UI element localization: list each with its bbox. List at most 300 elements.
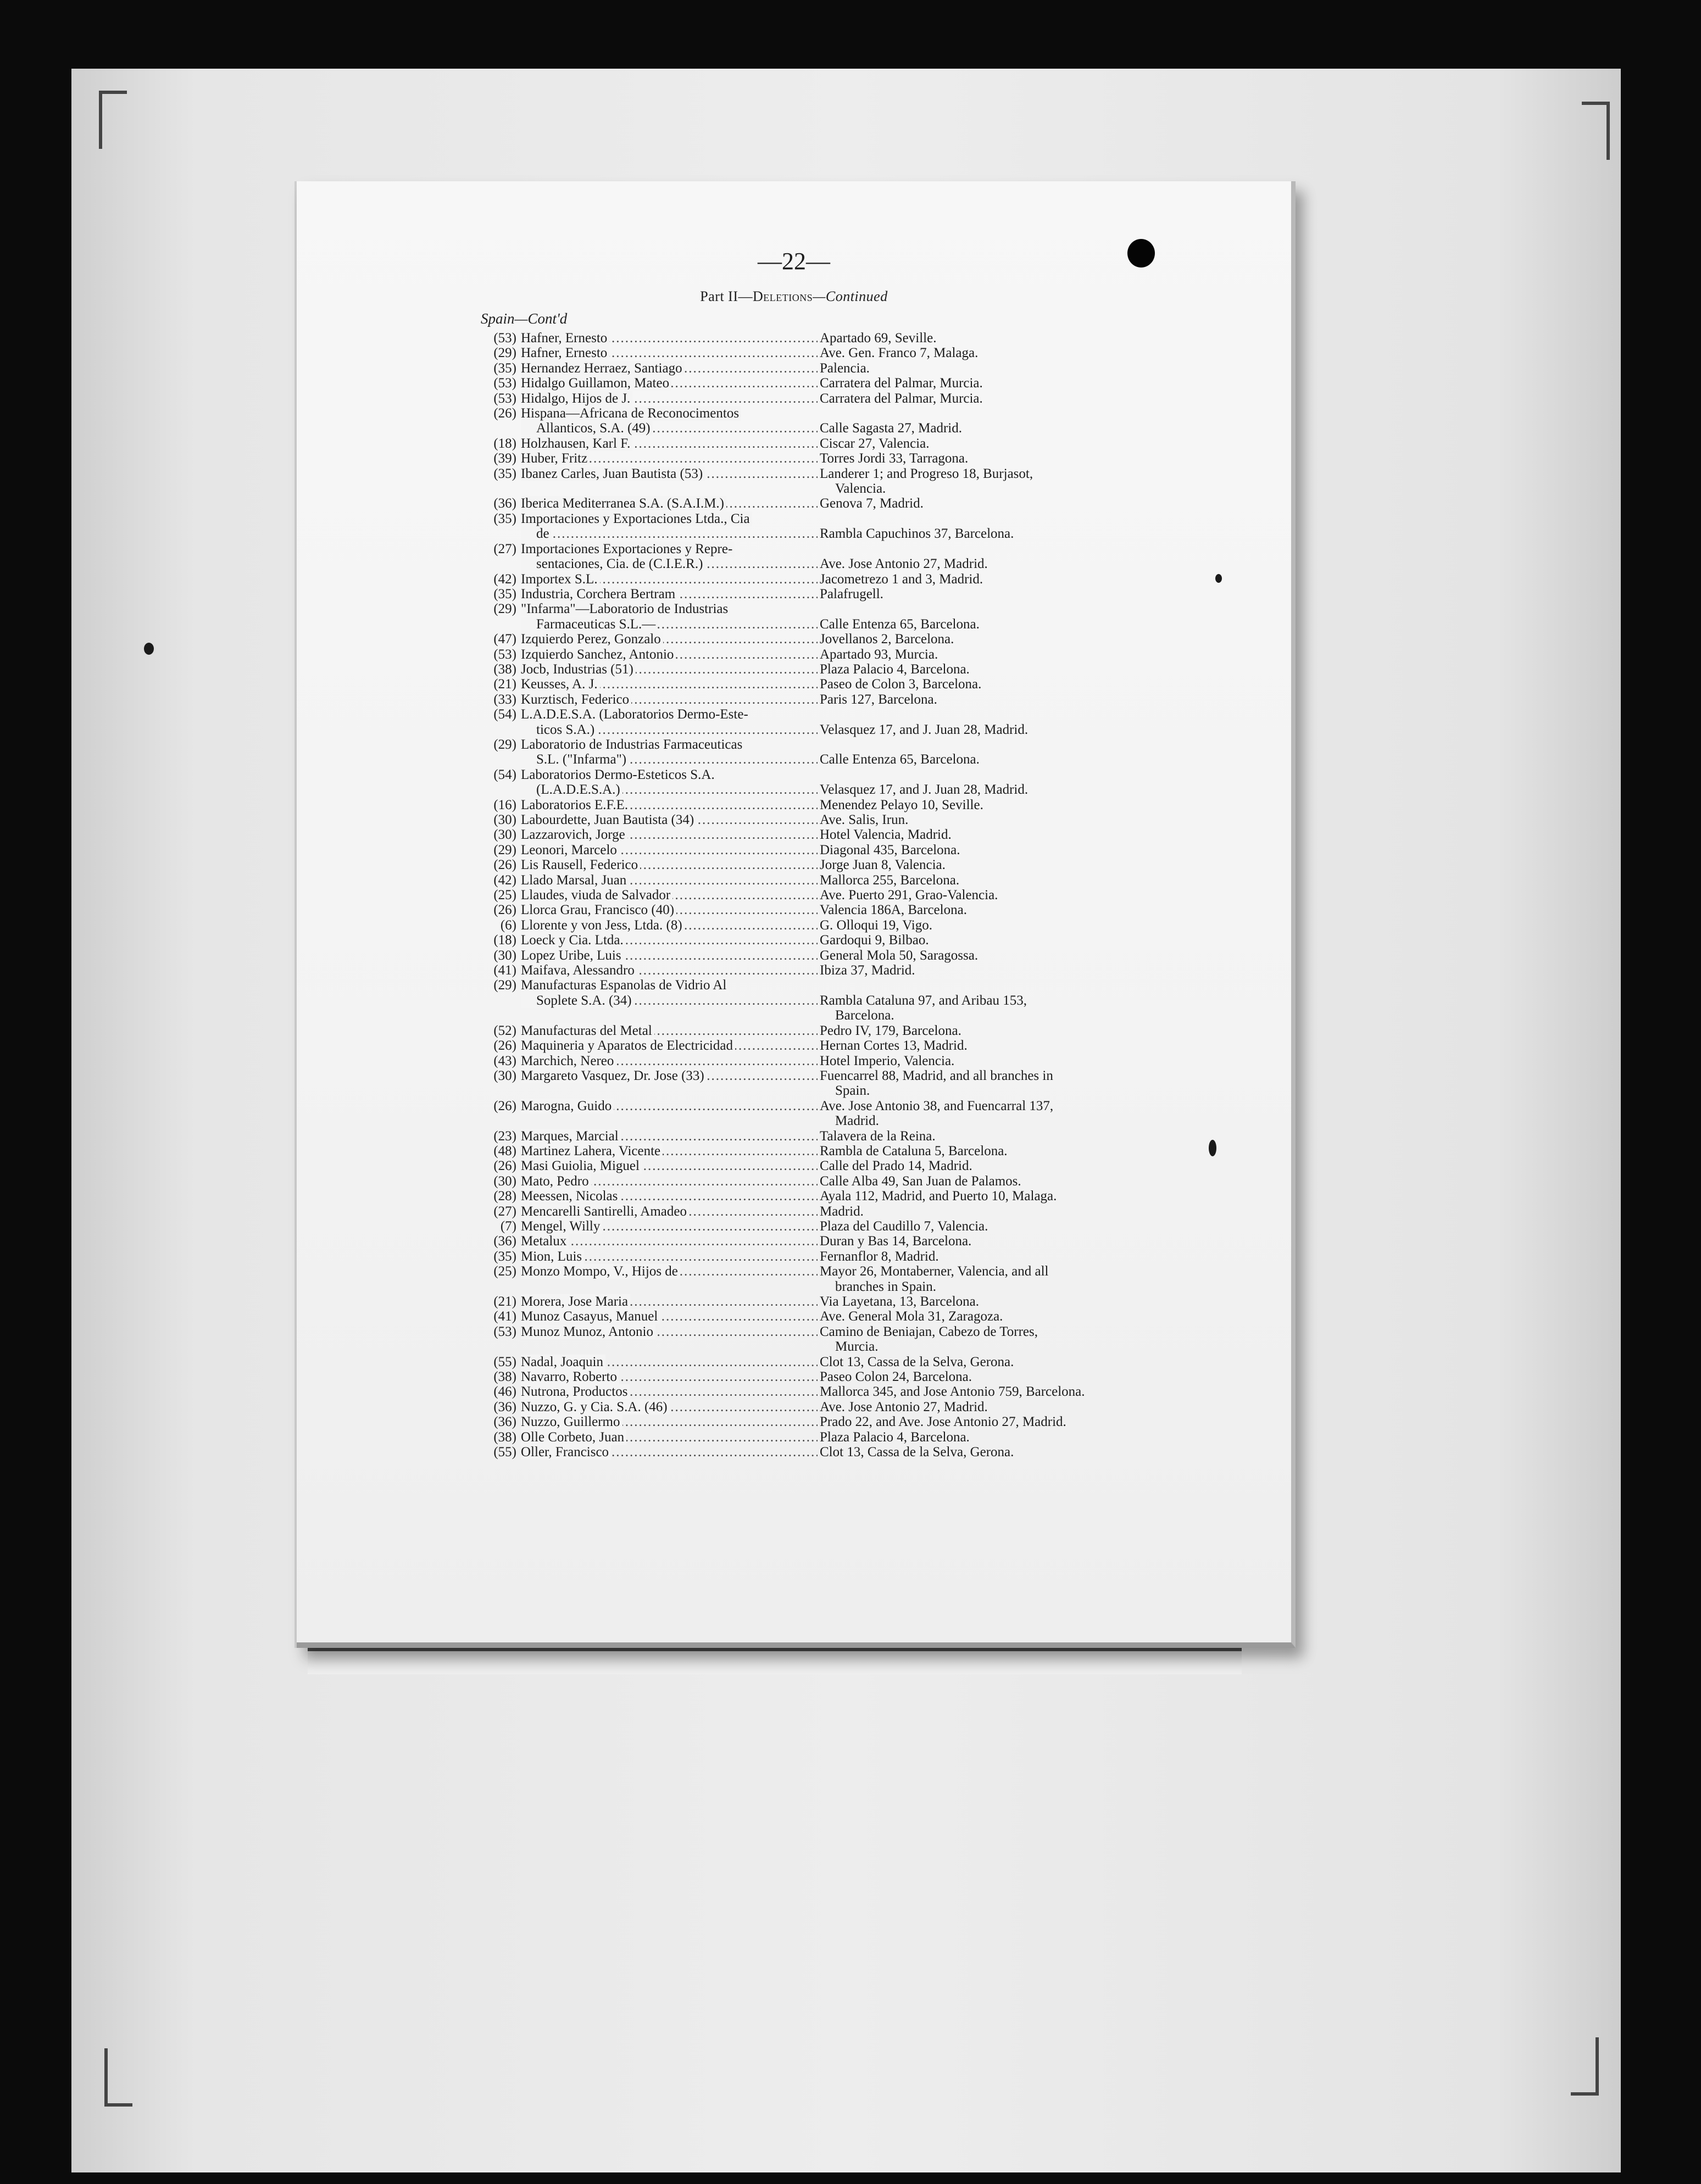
entry-name-cell (521, 1384, 818, 1399)
entry-name: Allanticos, S.A. (49) (521, 421, 653, 436)
entry-number: (53) (493, 331, 516, 346)
list-item (483, 556, 1280, 571)
entry-address: Palencia. (820, 360, 870, 376)
entry-address: Ave. Puerto 291, Grao-Valencia. (820, 888, 998, 903)
entry-number: (30) (493, 1068, 516, 1083)
list-item (483, 526, 1280, 541)
list-item (483, 1294, 1280, 1309)
list-item (483, 391, 1280, 406)
entry-name-cell (521, 1234, 818, 1249)
entry-name-cell (521, 376, 818, 391)
list-item (483, 436, 1280, 451)
entry-name-cell (521, 843, 818, 857)
entry-name: Llaudes, viuda de Salvador (521, 888, 672, 902)
entry-name: Mato, Pedro (521, 1174, 591, 1189)
entry-address: Ave. Jose Antonio 27, Madrid. (820, 1399, 988, 1414)
entry-name: Masi Guiolia, Miguel (521, 1158, 642, 1173)
entry-name: Hispana—Africana de Reconocimentos (521, 406, 741, 421)
ink-spot (144, 643, 154, 655)
entry-number: (53) (493, 647, 516, 662)
spacer (521, 1279, 818, 1294)
entry-name: Olle Corbeto, Juan (521, 1430, 626, 1445)
entry-number: (48) (493, 1143, 516, 1158)
entry-address: Ave. Salis, Irun. (820, 812, 909, 827)
entry-address (818, 707, 1280, 722)
entry-address: Calle Entenza 65, Barcelona. (820, 616, 980, 632)
entry-address (818, 737, 1280, 752)
entry-name: Oller, Francisco (521, 1445, 611, 1459)
entry-address: Calle Alba 49, San Juan de Palamos. (820, 1173, 1021, 1189)
entry-address (818, 767, 1280, 782)
entry-name-cell (521, 1129, 818, 1144)
spacer (521, 481, 818, 496)
spacer (483, 481, 521, 496)
entry-number: (26) (493, 1158, 516, 1174)
list-item (483, 857, 1280, 872)
list-item (483, 827, 1280, 842)
entry-address: Valencia 186A, Barcelona. (820, 902, 967, 918)
entry-name: Mengel, Willy (521, 1219, 602, 1234)
entry-name: Maquineria y Aparatos de Electricidad (521, 1038, 735, 1053)
entry-address: Ave. General Mola 31, Zaragoza. (820, 1309, 1003, 1324)
spacer (521, 1008, 818, 1023)
entry-name: Manufacturas Espanolas de Vidrio Al (521, 978, 729, 993)
entry-name-cell (521, 632, 818, 647)
punch-hole (1127, 239, 1155, 268)
entry-number: (38) (493, 1369, 516, 1385)
entry-name-cell (521, 587, 818, 601)
spacer (521, 1113, 818, 1128)
entry-address: Gardoqui 9, Bilbao. (820, 933, 929, 948)
spacer (483, 1279, 521, 1294)
entry-address: Plaza Palacio 4, Barcelona. (820, 661, 970, 677)
entry-name-cell (521, 1369, 818, 1384)
entry-name-cell (521, 1309, 818, 1324)
spacer (483, 1113, 521, 1128)
entry-name: Izquierdo Perez, Gonzalo (521, 632, 663, 647)
entry-name: Metalux (521, 1234, 569, 1249)
entry-address: Via Layetana, 13, Barcelona. (820, 1294, 980, 1309)
deletions-list (483, 331, 1280, 1459)
entry-address-continued: Barcelona. (835, 1008, 894, 1023)
list-item (483, 1219, 1280, 1234)
list-item (483, 406, 1280, 421)
entry-name: S.L. ("Infarma") (521, 752, 629, 767)
entry-number: (35) (493, 511, 516, 526)
entry-number: (42) (493, 571, 516, 587)
entry-number: (55) (493, 1354, 516, 1369)
entry-name: Hidalgo, Hijos de J. (521, 391, 632, 406)
entry-name: sentaciones, Cia. de (C.I.E.R.) (521, 556, 705, 571)
entry-name-cell (521, 692, 818, 707)
crop-mark-bottom-left (104, 2048, 132, 2107)
entry-name-cell (521, 1430, 818, 1445)
entry-number: (29) (493, 737, 516, 752)
entry-address-continued: Madrid. (835, 1113, 879, 1129)
list-item (483, 647, 1280, 662)
entry-number: (29) (493, 346, 516, 361)
entry-address: Calle del Prado 14, Madrid. (820, 1158, 972, 1174)
entry-number: (7) (500, 1218, 516, 1234)
entry-name: Llorente y von Jess, Ltda. (8) (521, 918, 685, 933)
entry-name-cell (521, 542, 818, 556)
entry-number: (25) (493, 1264, 516, 1279)
heading-part: Part II— (700, 288, 753, 304)
entry-name: Llado Marsal, Juan (521, 873, 629, 888)
entry-address: Ibiza 37, Madrid. (820, 963, 915, 978)
entry-name-cell (521, 677, 818, 692)
entry-address-continued: Spain. (835, 1083, 870, 1099)
entry-address: Mayor 26, Montaberner, Valencia, and all (820, 1264, 1049, 1279)
entry-number: (30) (493, 1173, 516, 1189)
entry-number: (30) (493, 812, 516, 827)
entry-address (818, 978, 1280, 993)
entry-address: Clot 13, Cassa de la Selva, Gerona. (820, 1354, 1014, 1369)
list-item (483, 466, 1280, 481)
entry-name-cell (521, 1054, 818, 1068)
entry-name-cell (521, 346, 818, 360)
entry-number: (41) (493, 1309, 516, 1324)
entry-name-cell (521, 1355, 818, 1369)
entry-name: Kurztisch, Federico (521, 692, 631, 707)
spacer (521, 1083, 818, 1098)
entry-name: Marques, Marcial (521, 1129, 621, 1144)
entry-number (483, 421, 521, 436)
entry-name-cell (521, 737, 818, 752)
list-item (483, 376, 1280, 391)
entry-name-cell (521, 857, 818, 872)
entry-number: (55) (493, 1445, 516, 1460)
entry-number: (35) (493, 466, 516, 481)
page-bottom-edge (308, 1648, 1242, 1674)
list-item-continuation (483, 1339, 1280, 1354)
list-item (483, 1445, 1280, 1459)
entry-name-cell (521, 888, 818, 902)
entry-name: Ibanez Carles, Juan Bautista (53) (521, 466, 705, 481)
entry-address: Hotel Valencia, Madrid. (820, 827, 952, 843)
entry-number (483, 752, 521, 767)
list-item-continuation (483, 1008, 1280, 1023)
list-item (483, 662, 1280, 677)
entry-number: (16) (493, 797, 516, 812)
entry-name: (L.A.D.E.S.A.) (521, 782, 622, 797)
entry-name: Laboratorios E.F.E. (521, 798, 630, 812)
entry-address: Apartado 69, Seville. (820, 331, 937, 346)
entry-name: Mencarelli Santirelli, Amadeo (521, 1204, 689, 1219)
entry-name-cell (521, 1023, 818, 1038)
list-item (483, 1384, 1280, 1399)
entry-name-cell (521, 978, 818, 993)
list-item (483, 1189, 1280, 1204)
entry-address: Pedro IV, 179, Barcelona. (820, 1023, 961, 1038)
entry-address: General Mola 50, Saragossa. (820, 948, 979, 963)
entry-name-cell (521, 1219, 818, 1234)
entry-number: (52) (493, 1023, 516, 1038)
document-page (297, 181, 1296, 1648)
entry-number: (21) (493, 677, 516, 692)
entry-name-cell (521, 391, 818, 406)
entry-number: (53) (493, 376, 516, 391)
entry-address: Fuencarrel 88, Madrid, and all branches in (820, 1068, 1053, 1083)
entry-name-cell (521, 1174, 818, 1189)
list-item (483, 1324, 1280, 1339)
entry-number: (54) (493, 767, 516, 782)
entry-address: Duran y Bas 14, Barcelona. (820, 1234, 972, 1249)
entry-number (483, 617, 521, 632)
entry-address: Madrid. (820, 1204, 864, 1219)
entry-name-cell (521, 1144, 818, 1158)
entry-name: Meessen, Nicolas (521, 1189, 620, 1204)
entry-number: (6) (500, 917, 516, 933)
entry-name: Margareto Vasquez, Dr. Jose (33) (521, 1068, 707, 1083)
list-item (483, 1023, 1280, 1038)
list-item (483, 902, 1280, 917)
entry-name: Labourdette, Juan Bautista (34) (521, 812, 696, 827)
entry-address: Landerer 1; and Progreso 18, Burjasot, (820, 466, 1033, 481)
entry-number: (41) (493, 963, 516, 978)
entry-name-cell (521, 1324, 818, 1339)
entry-address: Plaza del Caudillo 7, Valencia. (820, 1218, 988, 1234)
list-item (483, 572, 1280, 587)
entry-name: Keusses, A. J. (521, 677, 600, 692)
list-item (483, 1249, 1280, 1264)
entry-number (483, 993, 521, 1008)
entry-name: Industria, Corchera Bertram (521, 587, 677, 601)
entry-address: Rambla de Cataluna 5, Barcelona. (820, 1143, 1008, 1158)
ink-spot (1209, 1140, 1216, 1156)
list-item (483, 617, 1280, 632)
list-item (483, 1054, 1280, 1068)
entry-number (483, 722, 521, 737)
entry-number: (27) (493, 1204, 516, 1219)
entry-name-cell (521, 617, 818, 632)
entry-name: Martinez Lahera, Vicente (521, 1144, 663, 1158)
list-item (483, 1355, 1280, 1369)
entry-number: (33) (493, 692, 516, 707)
entry-name: Importex S.L. (521, 572, 600, 587)
entry-number (483, 782, 521, 797)
crop-mark-top-left (99, 91, 127, 149)
entry-number: (26) (493, 1038, 516, 1054)
crop-mark-top-right (1582, 102, 1610, 160)
entry-number: (38) (493, 661, 516, 677)
list-item (483, 737, 1280, 752)
entry-address: Talavera de la Reina. (820, 1128, 936, 1144)
list-item (483, 1414, 1280, 1429)
entry-number: (43) (493, 1053, 516, 1068)
entry-number: (35) (493, 1249, 516, 1264)
list-item (483, 993, 1280, 1008)
entry-address: Jorge Juan 8, Valencia. (820, 857, 946, 873)
heading-continued: —Continued (813, 288, 888, 304)
entry-name: Lopez Uribe, Luis (521, 948, 624, 963)
list-item-continuation (483, 1083, 1280, 1098)
entry-name: L.A.D.E.S.A. (Laboratorios Dermo-Este- (521, 707, 751, 722)
list-item (483, 1204, 1280, 1219)
entry-name: Munoz Casayus, Manuel (521, 1309, 660, 1324)
entry-number: (26) (493, 857, 516, 873)
entry-name: Marchich, Nereo (521, 1054, 616, 1068)
entry-name: Munoz Munoz, Antonio (521, 1324, 655, 1339)
entry-address: Camino de Beniajan, Cabezo de Torres, (820, 1324, 1038, 1339)
entry-name-cell (521, 511, 818, 526)
entry-address: Genova 7, Madrid. (820, 496, 924, 511)
entry-number: (38) (493, 1429, 516, 1445)
entry-number: (18) (493, 933, 516, 948)
list-item (483, 843, 1280, 857)
entry-address: Clot 13, Cassa de la Selva, Gerona. (820, 1445, 1014, 1460)
entry-address: Jovellanos 2, Barcelona. (820, 632, 954, 647)
entry-name: Manufacturas del Metal (521, 1023, 654, 1038)
entry-address (818, 511, 1280, 526)
entry-address-continued: Murcia. (835, 1339, 879, 1355)
entry-address-continued: Valencia. (835, 481, 886, 497)
list-item (483, 963, 1280, 978)
entry-number: (18) (493, 436, 516, 451)
entry-address (818, 406, 1280, 421)
entry-address: Ciscar 27, Valencia. (820, 436, 930, 451)
entry-number: (53) (493, 391, 516, 406)
entry-name-cell (521, 767, 818, 782)
entry-number: (46) (493, 1384, 516, 1400)
entry-number: (39) (493, 451, 516, 466)
entry-name: Maifava, Alessandro (521, 963, 637, 978)
list-item-continuation (483, 1279, 1280, 1294)
entry-address: Carratera del Palmar, Murcia. (820, 376, 983, 391)
entry-name-cell (521, 1068, 818, 1083)
entry-name-cell (521, 918, 818, 933)
list-item (483, 1234, 1280, 1249)
entry-name-cell (521, 496, 818, 511)
entry-name-cell (521, 963, 818, 978)
crop-mark-bottom-right (1571, 2037, 1599, 2096)
list-item (483, 451, 1280, 466)
list-item (483, 511, 1280, 526)
entry-name: Marogna, Guido (521, 1099, 614, 1113)
entry-number: (25) (493, 888, 516, 903)
ink-spot (1215, 574, 1222, 583)
entry-name: Izquierdo Sanchez, Antonio (521, 647, 676, 662)
list-item (483, 948, 1280, 963)
entry-name-cell (521, 722, 818, 737)
list-item (483, 1068, 1280, 1083)
entry-name-cell (521, 331, 818, 346)
entry-address: G. Olloqui 19, Vigo. (820, 917, 932, 933)
list-item (483, 782, 1280, 797)
entry-address: Ayala 112, Madrid, and Puerto 10, Malaga. (820, 1189, 1057, 1204)
list-item-continuation (483, 1113, 1280, 1128)
entry-name-cell (521, 1158, 818, 1173)
entry-name: Lazzarovich, Jorge (521, 827, 627, 842)
entry-address: Mallorca 255, Barcelona. (820, 872, 960, 888)
entry-name: Llorca Grau, Francisco (40) (521, 902, 676, 917)
list-item (483, 601, 1280, 616)
list-item (483, 978, 1280, 993)
list-item (483, 1264, 1280, 1279)
entry-address: Mallorca 345, and Jose Antonio 759, Barcelona. (820, 1384, 1085, 1400)
entry-name-cell (521, 1189, 818, 1204)
country-heading: Spain—Cont'd (481, 310, 568, 327)
entry-address: Rambla Cataluna 97, and Aribau 153, (820, 993, 1027, 1008)
page-number: —22— (758, 248, 830, 275)
entry-number: (36) (493, 1414, 516, 1430)
entry-name: Monzo Mompo, V., Hijos de (521, 1264, 680, 1279)
entry-address: Prado 22, and Ave. Jose Antonio 27, Madrid. (820, 1414, 1066, 1430)
list-item (483, 677, 1280, 692)
entry-name-cell (521, 993, 818, 1008)
entry-name-cell (521, 873, 818, 888)
entry-name-cell (521, 556, 818, 571)
list-item (483, 1038, 1280, 1053)
entry-number: (30) (493, 827, 516, 843)
entry-address: Ave. Jose Antonio 27, Madrid. (820, 556, 988, 572)
entry-number: (26) (493, 902, 516, 918)
entry-name: Hidalgo Guillamon, Mateo (521, 376, 671, 391)
entry-name-cell (521, 1204, 818, 1219)
list-item (483, 767, 1280, 782)
list-item (483, 361, 1280, 376)
entry-name: Nuzzo, G. y Cia. S.A. (46) (521, 1400, 670, 1414)
entry-address: Velasquez 17, and J. Juan 28, Madrid. (820, 722, 1029, 737)
list-item (483, 1144, 1280, 1158)
entry-address: Jacometrezo 1 and 3, Madrid. (820, 571, 983, 587)
entry-number: (27) (493, 541, 516, 556)
entry-name-cell (521, 526, 818, 541)
list-item (483, 1430, 1280, 1445)
list-item (483, 1400, 1280, 1414)
entry-name-cell (521, 827, 818, 842)
list-item (483, 346, 1280, 360)
entry-address: Fernanflor 8, Madrid. (820, 1249, 939, 1264)
entry-name: Laboratorio de Industrias Farmaceuticas (521, 737, 744, 752)
entry-name-cell (521, 406, 818, 421)
entry-address: Paseo Colon 24, Barcelona. (820, 1369, 972, 1385)
entry-name-cell (521, 902, 818, 917)
list-item (483, 918, 1280, 933)
entry-address: Hotel Imperio, Valencia. (820, 1053, 955, 1068)
entry-address: Velasquez 17, and J. Juan 28, Madrid. (820, 782, 1029, 798)
entry-name: Lis Rausell, Federico (521, 857, 640, 872)
entry-name-cell (521, 1249, 818, 1264)
entry-name-cell (521, 1294, 818, 1309)
entry-address: Ave. Gen. Franco 7, Malaga. (820, 346, 979, 361)
entry-name: Huber, Fritz (521, 451, 590, 466)
entry-address: Paris 127, Barcelona. (820, 692, 937, 707)
entry-number: (36) (493, 1234, 516, 1249)
list-item (483, 496, 1280, 511)
entry-address-continued: branches in Spain. (835, 1279, 936, 1294)
list-item-continuation (483, 481, 1280, 496)
entry-number: (29) (493, 842, 516, 857)
entry-address: Torres Jordi 33, Tarragona. (820, 451, 969, 466)
list-item (483, 1158, 1280, 1173)
entry-address: Menendez Pelayo 10, Seville. (820, 797, 983, 812)
entry-name-cell (521, 948, 818, 963)
entry-number: (28) (493, 1189, 516, 1204)
entry-name: Hernandez Herraez, Santiago (521, 361, 685, 376)
entry-address: Calle Sagasta 27, Madrid. (820, 421, 962, 436)
list-item (483, 1369, 1280, 1384)
entry-name: Hafner, Ernesto (521, 331, 609, 346)
entry-address: Diagonal 435, Barcelona. (820, 842, 960, 857)
list-item (483, 632, 1280, 647)
entry-name-cell (521, 1400, 818, 1414)
entry-name: Navarro, Roberto (521, 1369, 619, 1384)
list-item (483, 722, 1280, 737)
entry-name-cell (521, 782, 818, 797)
entry-address: Hernan Cortes 13, Madrid. (820, 1038, 968, 1054)
entry-name: Importaciones y Exportaciones Ltda., Cia (521, 511, 752, 526)
